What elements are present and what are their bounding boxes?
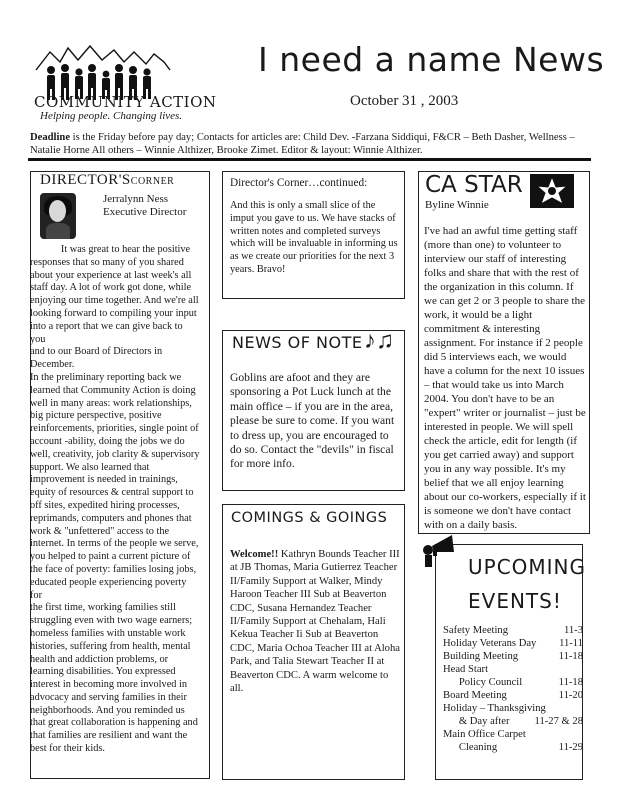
event-name: & Day after (443, 716, 510, 727)
dir-line: It was great to hear the positive (30, 244, 191, 255)
dir-line: account -ability, doing the jobs we do (30, 435, 185, 447)
welcome-text: Kathryn Bounds Teacher III at JB Thomas, Maria Gutierrez Teacher II/Family Support at Walker, Mindy Haroon Teacher III Sub at Beaverton CDC, Susana Hernandez Teacher II/Family Support at Chehalam, Hali Kekua Teacher Ii Sub at Beaverton CDC, Maria Ochoa Teacher III at Aloha Park, and Talia Stewart Teacher II at Beaverton CDC. A warm welcome to all. (230, 549, 400, 695)
dir-line: well, creativity, job clarity & supervisory (30, 448, 200, 460)
event-row (443, 689, 583, 702)
event-row (443, 637, 583, 650)
dir-line: interest in becoming more involved in (30, 679, 187, 691)
dir-line: improvement is needed in trainings, (30, 474, 178, 486)
dir-line: staff day. A lot of work got done, while (30, 282, 192, 294)
dir-line: about your experience at last week's all (30, 269, 192, 281)
event-row (443, 650, 583, 663)
event-name: Safety Meeting (443, 625, 509, 636)
dir-line: reprimands, computers and phones that (30, 512, 192, 524)
directors-heading-small: CORNER (130, 176, 175, 187)
event-row (443, 702, 583, 715)
dir-line: that great collaboration is happening and (30, 717, 198, 729)
issue-date: October 31 , 2003 (350, 93, 459, 109)
event-date: 11-11 (559, 638, 583, 649)
event-name: Main Office Carpet (443, 729, 526, 740)
event-name: Building Meeting (443, 651, 519, 662)
event-row (443, 715, 583, 728)
events-heading-line1: UPCOMING (468, 555, 587, 579)
welcome-label: Welcome!! (230, 549, 279, 560)
event-name: Policy Council (443, 677, 523, 688)
event-name: Holiday Veterans Day (443, 638, 537, 649)
news-of-note-text: Goblins are afoot and they are sponsoring a Pot Luck lunch at the main office – if you are in the area, please be sure to come. If you want to dress up, you are encouraged to do so. Contact the "devils" in fiscal for more info. (230, 371, 395, 471)
ca-star-heading: CA STAR (425, 172, 523, 198)
newsletter-title: I need a name News (258, 40, 605, 79)
dir-line: into a report that we can give back to you (30, 320, 183, 345)
dir-line: best for their kids. (30, 743, 105, 755)
dir-line: internet. In terms of the people we serve, (30, 538, 199, 550)
dir-line: that families are resilient and want the (30, 730, 188, 742)
dir-line: off sites, expedited hiring processes, (30, 499, 180, 511)
logo-name: COMMUNITY ACTION (34, 93, 217, 111)
deadline-note (30, 131, 590, 157)
dir-line: and to our Board of Directors in (30, 346, 163, 358)
events-list (443, 624, 583, 754)
dir-line: you helped to paint a current picture of (30, 551, 191, 563)
dir-line: struggling even with two wage earners; (30, 615, 193, 627)
comings-goings-text (230, 548, 402, 695)
dir-line: December. (30, 359, 75, 371)
dir-line: enjoying our time together. And we're all (30, 295, 199, 307)
dir-line: responses that so many of you shared (30, 256, 184, 268)
event-date: 11-27 & 28 (534, 716, 583, 727)
event-date: 11-29 (558, 742, 583, 753)
dir-line: the first time, working families still (30, 602, 176, 614)
director-photo (40, 193, 76, 239)
megaphone-icon (420, 530, 456, 568)
dir-line: In the preliminary reporting back we (30, 371, 182, 383)
deadline-label: Deadline (30, 132, 71, 143)
directors-heading-main: DIRECTOR'S (40, 172, 131, 188)
events-heading-line2: EVENTS! (468, 589, 562, 613)
event-date: 11-18 (558, 677, 583, 688)
event-name: Holiday – Thanksgiving (443, 703, 546, 714)
event-name: Board Meeting (443, 690, 507, 701)
director-byline (103, 193, 186, 219)
dir-line: reinforcements, priorities, single point of (30, 423, 199, 435)
event-row (443, 741, 583, 754)
deadline-text: is the Friday before pay day; Contacts for articles are: Child Dev. -Farzana Siddiqui, F&CR – Beth Dasher, Wellness – Natalie Horne All others – Winnie Althizer, Brooke Zimet. Editor & layout: Winnie Althizer. (30, 132, 575, 156)
event-date: 11-3 (563, 625, 583, 636)
event-name: Cleaning (443, 742, 498, 753)
dir-line: health and addiction problems, or (30, 653, 169, 665)
directors-corner-text (30, 244, 200, 756)
continued-heading: Director's Corner…continued: (230, 177, 368, 189)
event-date: 11-20 (558, 690, 583, 701)
header-divider (28, 158, 591, 161)
logo-tagline: Helping people. Changing lives. (40, 110, 183, 122)
director-role: Executive Director (103, 206, 187, 218)
star-icon (528, 172, 576, 210)
dir-line: educated people experiencing poverty for (30, 576, 187, 601)
upcoming-events-heading (468, 550, 586, 618)
dir-line: equity of resources & central support to (30, 487, 194, 499)
dir-line: learned that Community Action is doing (30, 384, 196, 396)
music-notes-icon: ♪♫ (364, 328, 394, 354)
dir-line: big picture perspective, positive (30, 410, 162, 422)
dir-line: advocacy and serving families in their (30, 691, 187, 703)
dir-line: homeless families with unstable work (30, 627, 186, 639)
dir-line: the face of poverty: families losing jobs, (30, 563, 197, 575)
event-name: Head Start (443, 664, 489, 675)
dir-line: well in many areas: work relationships, (30, 397, 192, 409)
dir-line: support. We also learned that (30, 461, 150, 473)
ca-star-text: I've had an awful time getting staff (more than one) to volunteer to interview our staff of interesting folks and share that with the rest of the organization in this column. If we can get 2 or 3 people to share the work, it would be a light commitment & interesting assignment. For instance if 2 people did 5 interviews each, we would have a column for the next 10 issues – that would take us into March 2004. You don't have to be an "expert" writer or journalist – just be interested in people. We will spell check the article, edit for length (if you get carried away) and support you in any way possible. It's my belief that we all enjoy learning about our co-workers, especially if it is someone we don't have contact with on a daily basis. (424, 225, 586, 531)
dir-line: work & "unfettered" access to the (30, 525, 170, 537)
dir-line: neighborhoods. And you reminded us (30, 704, 185, 716)
event-row (443, 624, 583, 637)
director-name: Jerralynn Ness (103, 193, 169, 205)
event-row (443, 728, 583, 741)
directors-corner-heading (40, 172, 174, 189)
event-row (443, 663, 583, 676)
event-row (443, 676, 583, 689)
comings-goings-heading: COMINGS & GOINGS (231, 510, 388, 526)
dir-line: histories, suffering from health, mental (30, 640, 191, 652)
dir-line: looking forward to compiling your input (30, 307, 197, 319)
community-action-logo (30, 40, 183, 140)
continued-text: And this is only a small slice of the imput you gave to us. We have stacks of written notes and completed surveys which will be invaluable in informing us as we create our priorities for the next 3 years. Bravo! (230, 200, 398, 275)
news-of-note-heading: NEWS OF NOTE (232, 333, 363, 352)
event-date: 11-18 (558, 651, 583, 662)
dir-line: learning disabilities. You expressed (30, 666, 176, 678)
ca-star-byline: Byline Winnie (425, 199, 489, 211)
